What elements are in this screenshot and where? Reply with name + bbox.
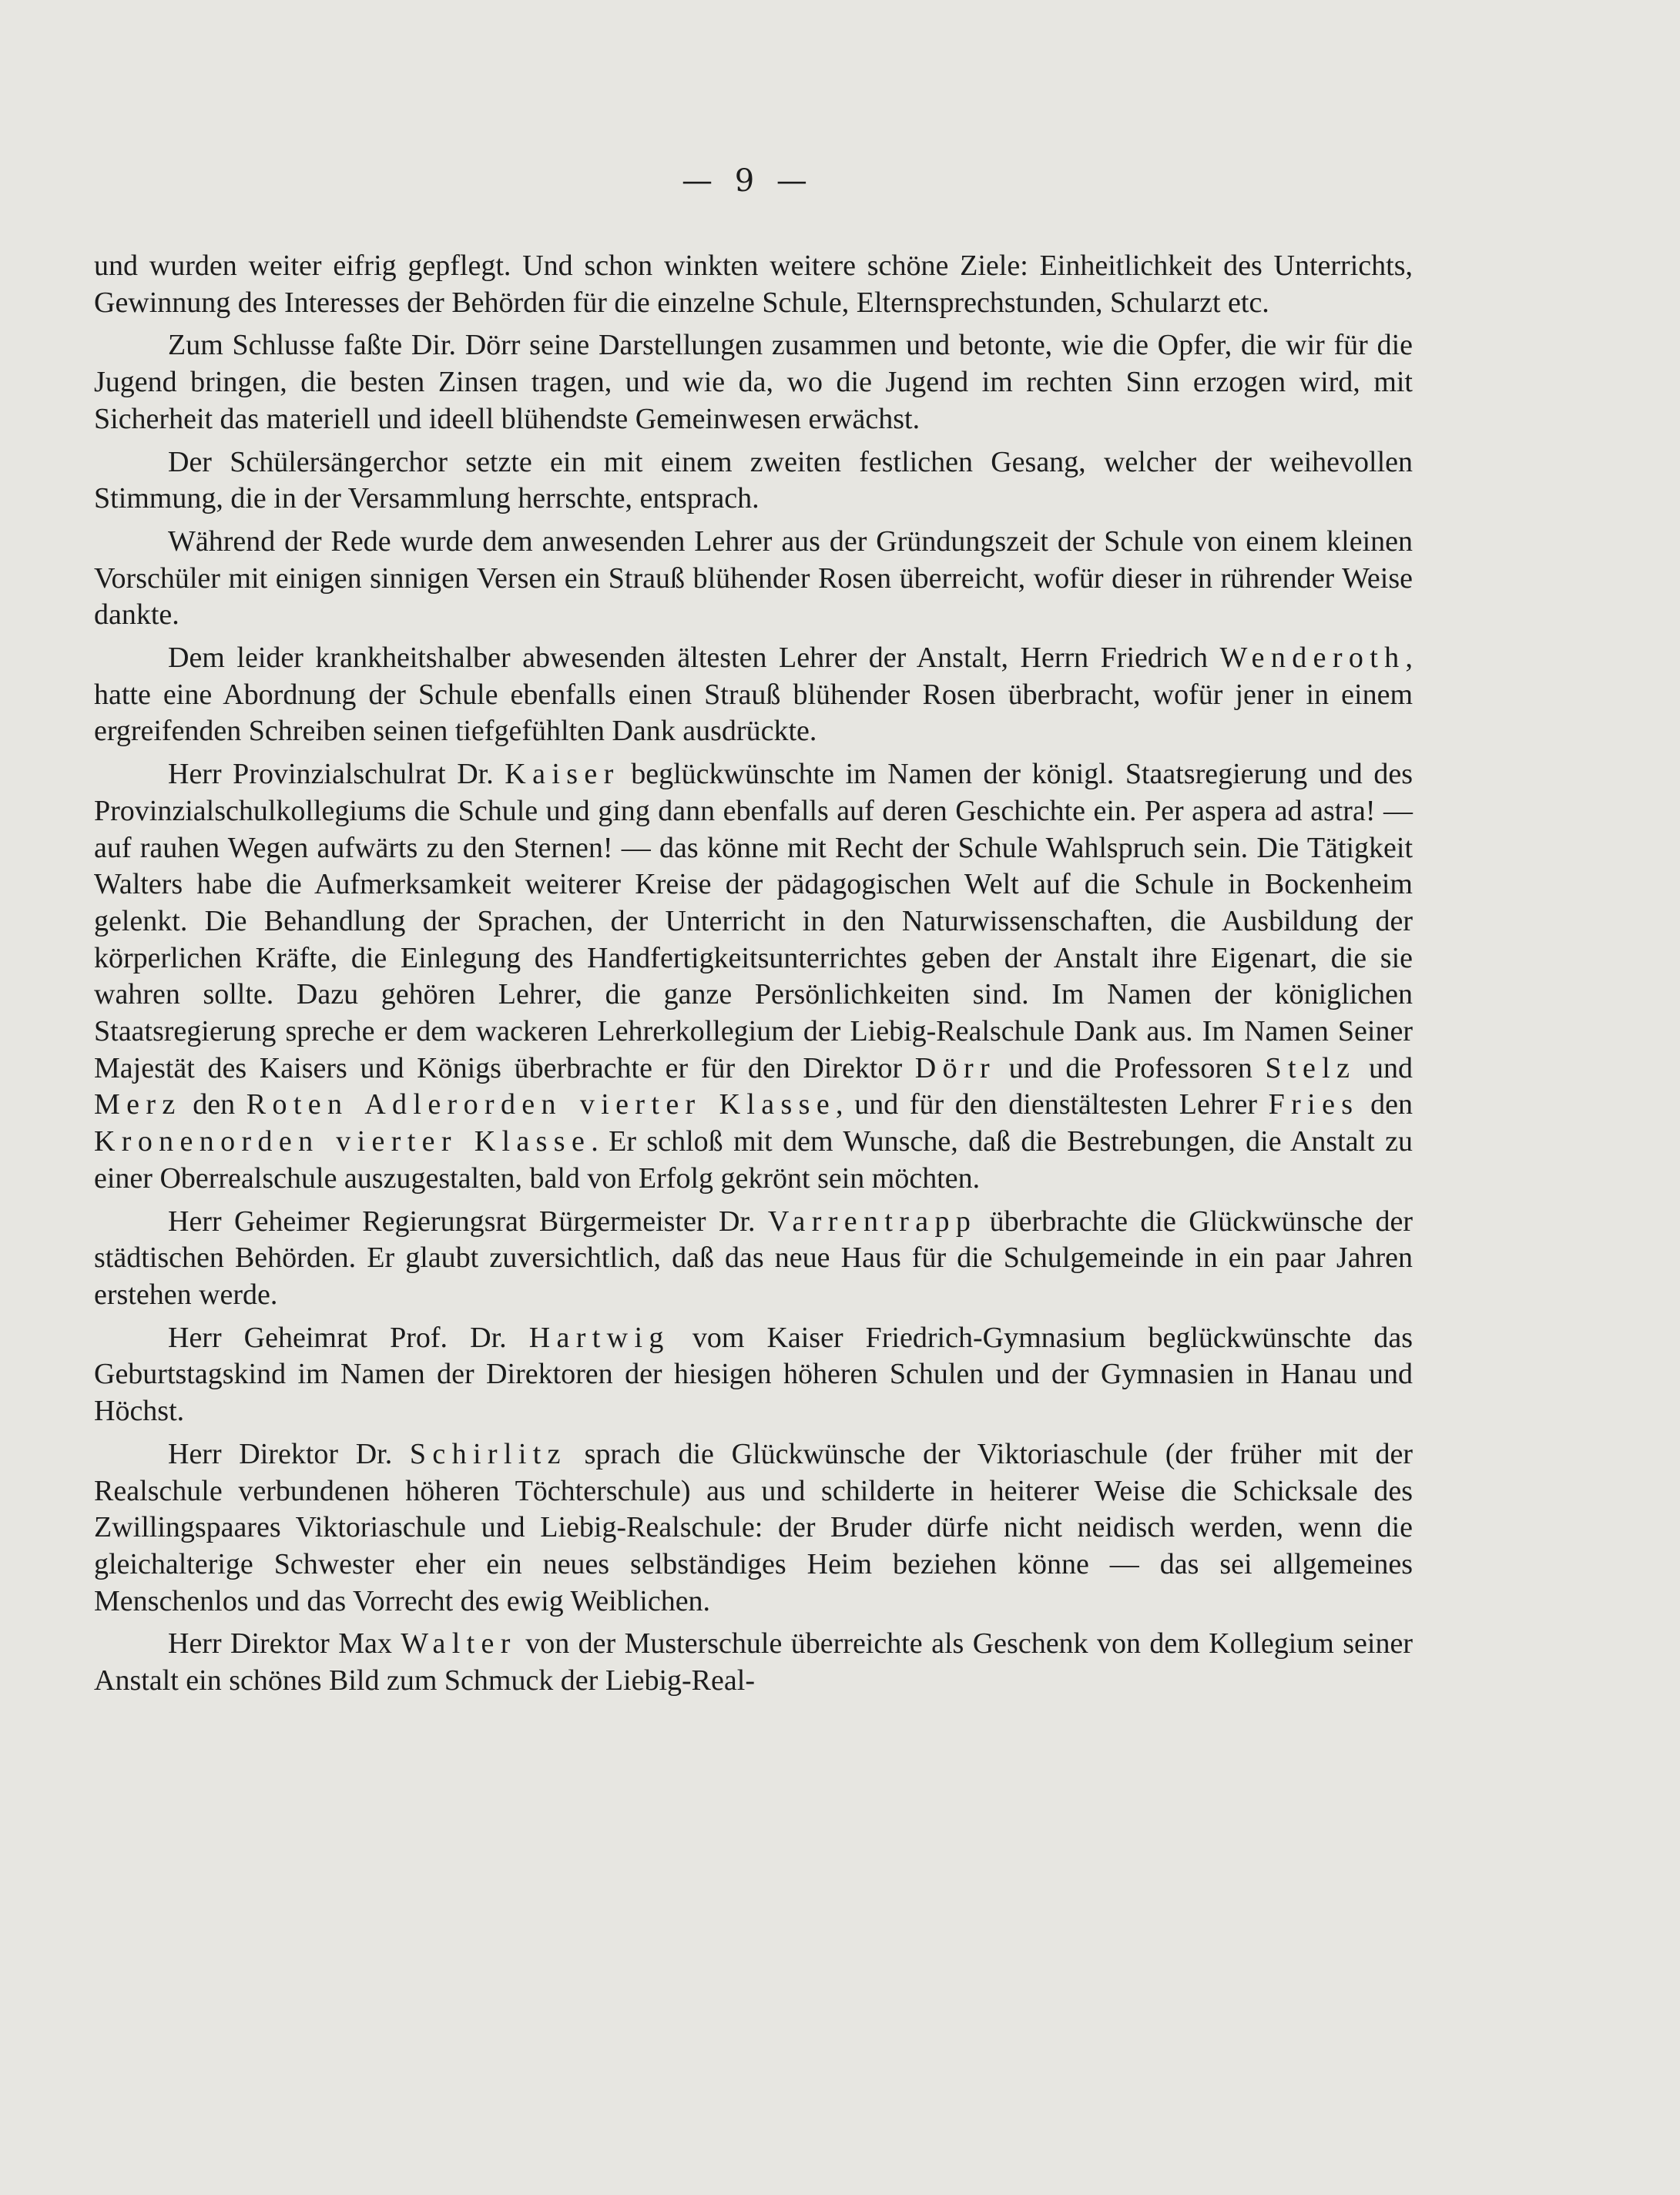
text-run: Dem leider krankheitshalber abwesenden ältesten Lehrer der Anstalt, Herrn Friedrich [168, 642, 1220, 675]
text-run: Herr Geheimrat Prof. Dr. [168, 1321, 529, 1354]
text-run: Zum Schlusse faßte Dir. Dörr seine Darstellungen zusammen und betonte, wie die Opfer, die wir für die Jugend bringen, die besten Zinsen tragen, und wie da, wo die Jugend im rechten Sinn erzogen wird, mit Sicherheit das materiell und ideell blühendste Gemeinwesen erwächst. [94, 329, 1413, 435]
body-text [94, 248, 1413, 1706]
spaced-name: Fries [1268, 1088, 1360, 1121]
spaced-name: Kaiser [505, 758, 620, 791]
paragraph [94, 756, 1413, 1197]
spaced-name: Merz [94, 1088, 182, 1121]
spaced-name: Walter [401, 1627, 517, 1660]
spaced-name: Roten Adlerorden vierter Klasse [246, 1088, 837, 1121]
spaced-name: Stelz [1265, 1051, 1356, 1084]
text-run: den [1359, 1088, 1413, 1121]
text-run: beglückwünschte im Namen der königl. Staatsregierung und des Provinzialschulkollegiums die Schule und ging dann ebenfalls auf deren Geschichte ein. Per aspera ad astra! — auf rauhen Wegen aufwärts zu den Sternen! — das könne mit Recht der Schule Wahlspruch sein. Die Tätigkeit Walters habe die Aufmerksamkeit weiterer Kreise der pädagogischen Welt auf die Schule in Bockenheim gelenkt. Die Behandlung der Sprachen, der Unterricht in den Naturwissenschaften, die Ausbildung der körperlichen Kräfte, die Einlegung des Handfertigkeitsunterrichtes geben der Anstalt ihre Eigenart, die sie wahren sollte. Dazu gehören Lehrer, die ganze Persönlichkeiten sind. Im Namen der königlichen Staatsregierung spreche er dem wackeren Lehrerkollegium der Liebig-Realschule Dank aus. Im Namen Seiner Majestät des Kaisers und Königs überbrachte er für den Direktor [94, 758, 1413, 1084]
text-run: Herr Provinzialschulrat Dr. [168, 758, 505, 791]
paragraph [94, 1204, 1413, 1314]
spaced-name: Hartwig [528, 1321, 670, 1354]
paragraph [94, 524, 1413, 634]
spaced-name: Varrentrapp [767, 1205, 977, 1238]
text-run: Der Schülersängerchor setzte ein mit einem zweiten festlichen Gesang, welcher der weihevollen Stimmung, die in der Versammlung herrschte, entsprach. [94, 445, 1413, 515]
paragraph [94, 1320, 1413, 1430]
paragraph [94, 1436, 1413, 1620]
text-run: Herr Direktor Dr. [168, 1437, 410, 1470]
text-run: , hatte eine Abordnung der Schule ebenfalls einen Strauß blühender Rosen überbracht, wofür jener in einem ergreifenden Schreiben seinen tiefgefühlten Dank ausdrückte. [94, 642, 1413, 748]
spaced-name: Kronenorden vierter Klasse [94, 1125, 592, 1158]
text-run: und die Professoren [995, 1051, 1266, 1084]
paragraph [94, 640, 1413, 750]
spaced-name: Wenderoth [1219, 642, 1406, 675]
text-run: , und für den dienstältesten Lehrer [836, 1088, 1269, 1121]
paragraph [94, 327, 1413, 437]
text-run: . Er schloß mit dem Wunsche, daß die Bestrebungen, die Anstalt zu einer Oberrealschule auszugestalten, bald von Erfolg gekrönt sein möchten. [94, 1125, 1413, 1195]
text-run: und [1356, 1051, 1413, 1084]
paragraph [94, 248, 1413, 321]
paragraph [94, 1626, 1413, 1699]
text-run: überbrachte die Glückwünsche der städtischen Behörden. Er glaubt zuversichtlich, daß das neue Haus für die Schulgemeinde in ein paar Jahren erstehen werde. [94, 1205, 1413, 1311]
page-number: — 9 — [682, 163, 813, 199]
text-run: den [181, 1088, 246, 1121]
text-run: Herr Geheimer Regierungsrat Bürgermeister Dr. [168, 1205, 768, 1238]
text-run: von der Musterschule überreichte als Geschenk von dem Kollegium seiner Anstalt ein schönes Bild zum Schmuck der Liebig-Real- [94, 1627, 1413, 1697]
text-run: vom Kaiser Friedrich-Gymnasium beglückwünschte das Geburtstagskind im Namen der Direktoren der hiesigen höheren Schulen und der Gymnasien in Hanau und Höchst. [94, 1321, 1413, 1428]
text-run: und wurden weiter eifrig gepflegt. Und schon winkten weitere schöne Ziele: Einheitlichkeit des Unterrichts, Gewinnung des Interesses der Behörden für die einzelne Schule, Elternsprechstunden, Schularzt etc. [94, 250, 1413, 319]
spaced-name: Dörr [914, 1051, 996, 1084]
text-run: Herr Direktor Max [168, 1627, 401, 1660]
spaced-name: Schirlitz [409, 1437, 567, 1470]
paragraph [94, 444, 1413, 518]
text-run: Während der Rede wurde dem anwesenden Lehrer aus der Gründungszeit der Schule von einem kleinen Vorschüler mit einigen sinnigen Versen ein Strauß blühender Rosen überreicht, wofür dieser in rührender Weise dankte. [94, 524, 1413, 632]
text-run: sprach die Glückwünsche der Viktoriaschule (der früher mit der Realschule verbundenen höheren Töchterschule) aus und schilderte in heiterer Weise die Schicksale des Zwillingspaares Viktoriaschule und Liebig-Realschule: der Bruder dürfe nicht neidisch werden, wenn die gleichalterige Schwester eher ein neues selbständiges Heim beziehen könne — das sei allgemeines Menschenlos und das Vorrecht des ewig Weiblichen. [94, 1437, 1413, 1617]
